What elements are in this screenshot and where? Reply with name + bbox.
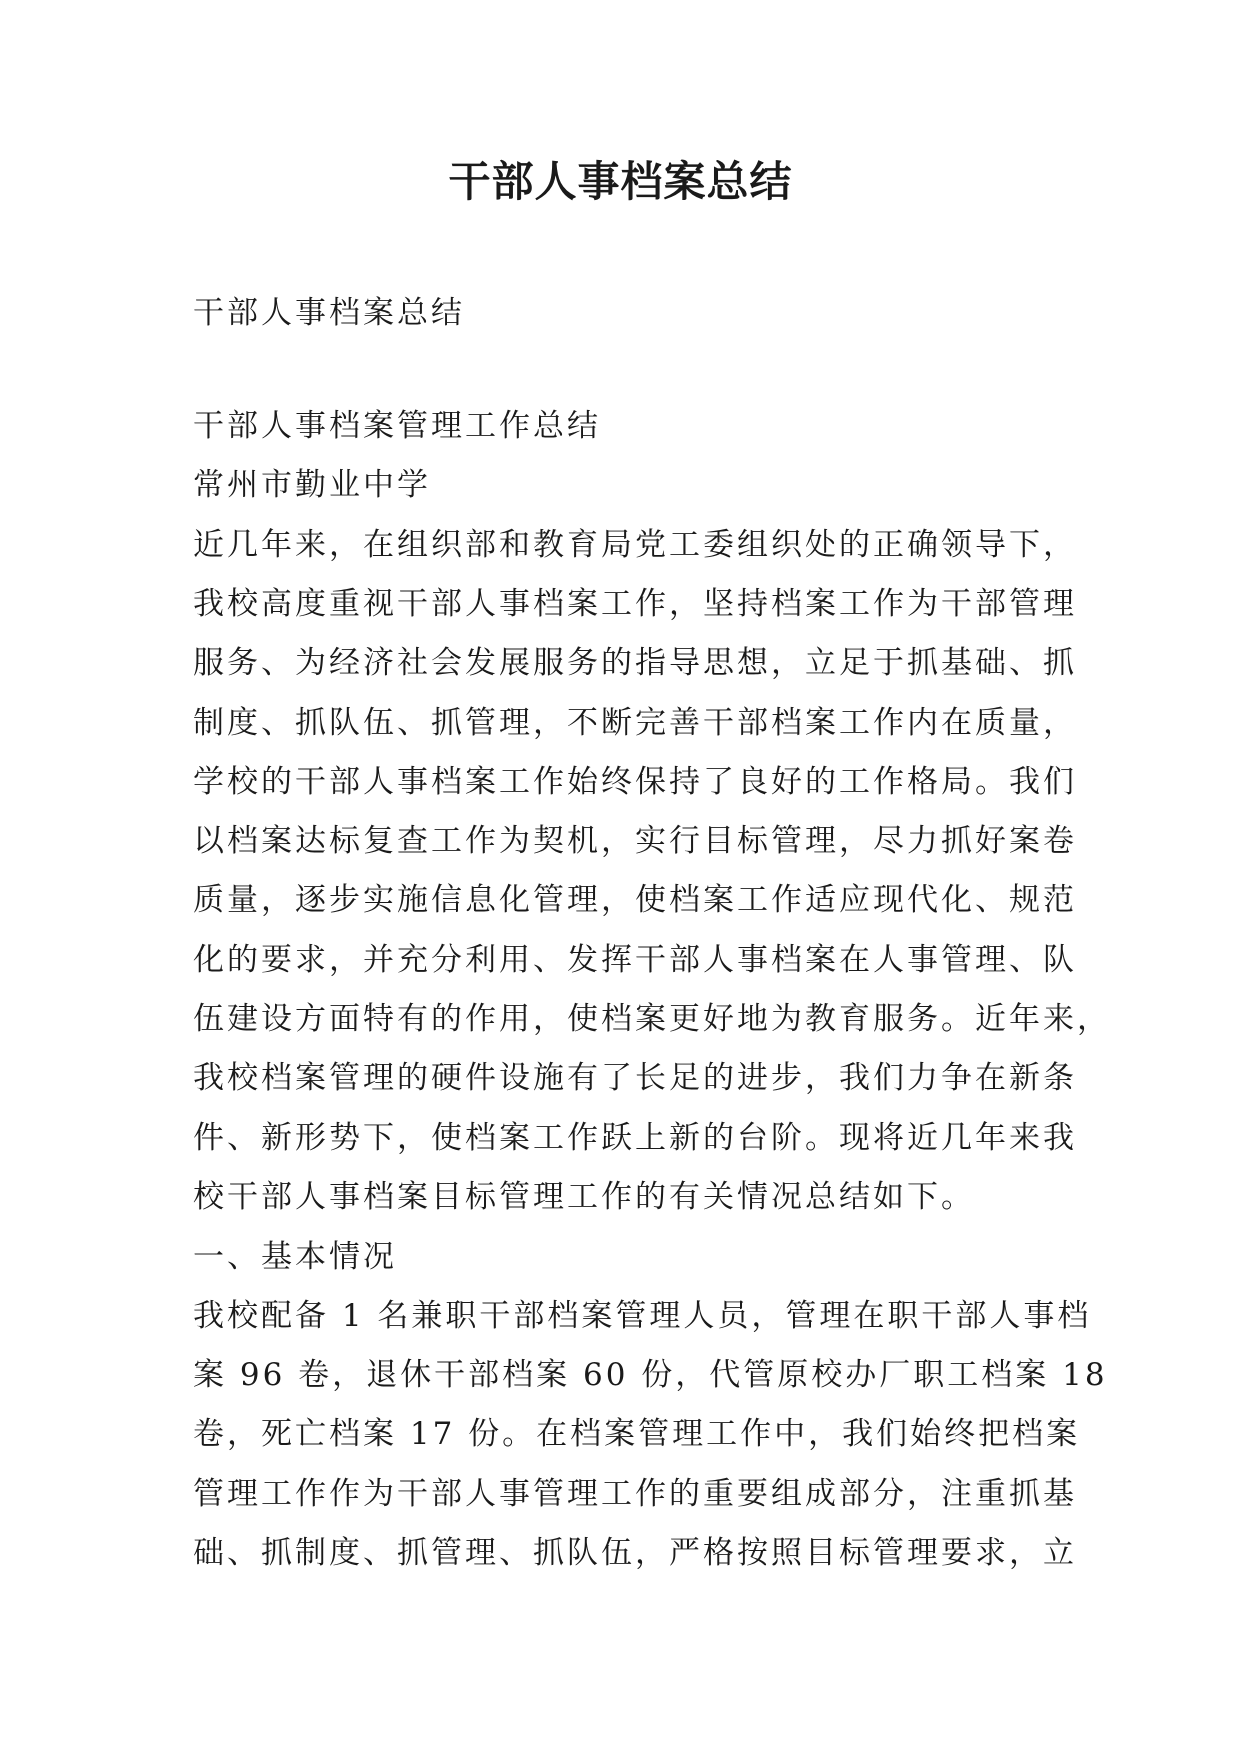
school-name: 常州市勤业中学 [193, 467, 431, 503]
paragraph-line: 我校高度重视干部人事档案工作，坚持档案工作为干部管理 [193, 586, 1077, 622]
paragraph-line: 服务、为经济社会发展服务的指导思想，立足于抓基础、抓 [193, 645, 1077, 681]
section-heading: 干部人事档案管理工作总结 [193, 408, 601, 444]
paragraph-line: 制度、抓队伍、抓管理，不断完善干部档案工作内在质量， [193, 705, 1077, 741]
paragraph-line: 以档案达标复查工作为契机，实行目标管理，尽力抓好案卷 [193, 823, 1077, 859]
paragraph-line: 案 96 卷，退休干部档案 60 份，代管原校办厂职工档案 18 [193, 1357, 1108, 1393]
paragraph-line: 件、新形势下，使档案工作跃上新的台阶。现将近几年来我 [193, 1120, 1077, 1156]
paragraph-line: 础、抓制度、抓管理、抓队伍，严格按照目标管理要求，立 [193, 1535, 1077, 1571]
paragraph-line: 学校的干部人事档案工作始终保持了良好的工作格局。我们 [193, 764, 1077, 800]
document-title: 干部人事档案总结 [448, 157, 793, 206]
paragraph-line: 化的要求，并充分利用、发挥干部人事档案在人事管理、队 [193, 942, 1077, 978]
section-heading-basic: 一、基本情况 [193, 1239, 397, 1275]
paragraph-line: 卷，死亡档案 17 份。在档案管理工作中，我们始终把档案 [193, 1416, 1081, 1452]
paragraph-line: 近几年来，在组织部和教育局党工委组织处的正确领导下， [193, 527, 1077, 563]
subtitle-line: 干部人事档案总结 [193, 295, 465, 331]
paragraph-line: 我校配备 1 名兼职干部档案管理人员，管理在职干部人事档 [193, 1298, 1092, 1334]
paragraph-line: 校干部人事档案目标管理工作的有关情况总结如下。 [193, 1179, 975, 1215]
paragraph-line: 质量，逐步实施信息化管理，使档案工作适应现代化、规范 [193, 882, 1077, 918]
paragraph-line: 我校档案管理的硬件设施有了长足的进步，我们力争在新条 [193, 1060, 1077, 1096]
paragraph-line: 伍建设方面特有的作用，使档案更好地为教育服务。近年来， [193, 1001, 1111, 1037]
paragraph-line: 管理工作作为干部人事管理工作的重要组成部分，注重抓基 [193, 1476, 1077, 1512]
